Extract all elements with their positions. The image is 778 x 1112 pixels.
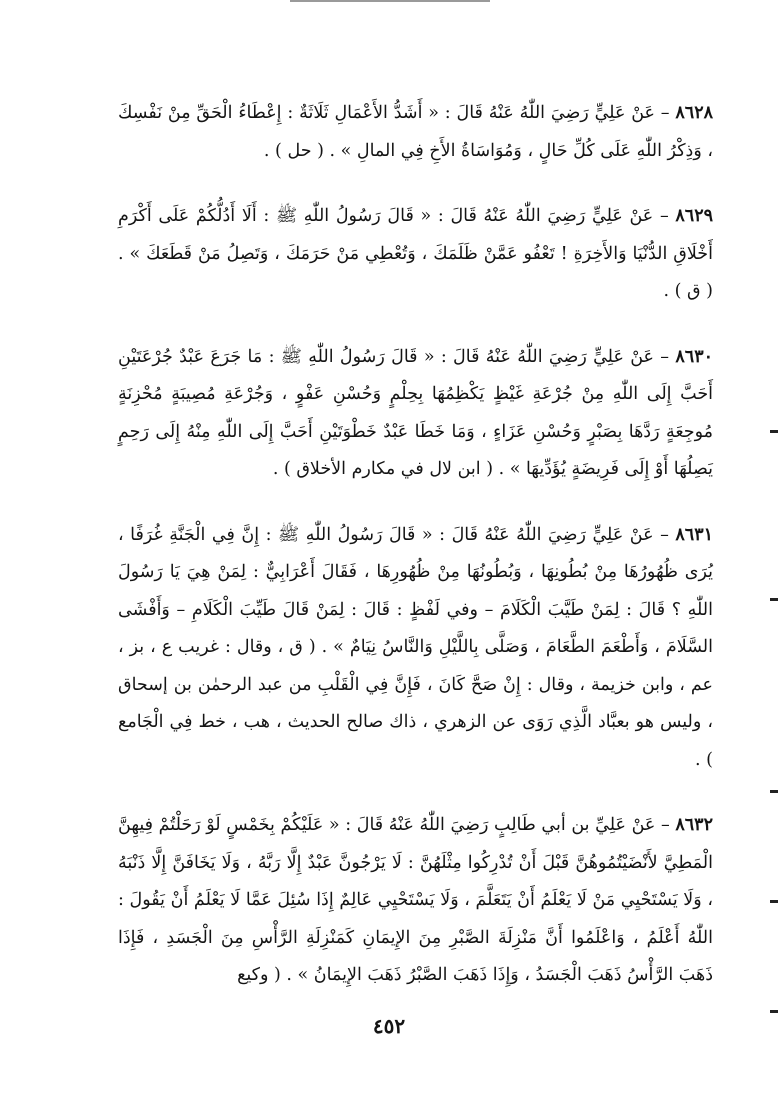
hadith-text: – عَنْ عَلِيِّ بن أبي طَالِبٍ رَضِيَ اللّٰهُ عَنْهُ قَالَ : « عَلَيْكُمْ بِخَمْسٍ لَوْ رَحَلْتُمْ فِيهِنَّ الْمَطِيَّ لأَنْضَيْتُمُوهُنَّ قَبْلَ أَنْ تُدْرِكُوا مِثْلَهُنَّ : لَا يَرْجُونَّ عَبْدٌ إِلَّا رَبَّهُ ، وَلَا يَخَافَنَّ إِلَّا ذَنْبَهُ ، وَلَا يَسْتَحْيِي مَنْ لَا يَعْلَمُ أَنْ يَتَعَلَّمَ ، وَلَا يَسْتَحْيِي عَالِمٌ إِذَا سُئِلَ عَمَّا لَا يَعْلَمُ أَنْ يَقُولَ : اللّٰهُ أَعْلَمُ ، وَاعْلَمُوا أَنَّ مَنْزِلَةَ الصَّبْرِ مِنَ الإِيمَانِ كَمَنْزِلَةِ الرَّأْسِ مِنَ الْجَسَدِ ، فَإِذَا ذَهَبَ الرَّأْسُ ذَهَبَ الْجَسَدُ ، وَإِذَا ذَهَبَ الصَّبْرُ ذَهَبَ الإِيمَانُ » . ( وكيع bbox=[118, 815, 713, 985]
hadith-8632 bbox=[118, 807, 713, 995]
hadith-number: ٨٦٣١ bbox=[675, 524, 713, 545]
margin-mark bbox=[770, 790, 778, 793]
hadith-number: ٨٦٣٠ bbox=[675, 346, 713, 367]
hadith-number: ٨٦٣٢ bbox=[675, 815, 713, 835]
hadith-number: ٨٦٢٨ bbox=[675, 103, 713, 123]
hadith-8629 bbox=[118, 198, 713, 311]
hadith-8631 bbox=[118, 517, 713, 780]
hadith-text: – عَنْ عَلِيٍّ رَضِيَ اللّٰهُ عَنْهُ قَالَ : « قَالَ رَسُولُ اللّٰهِ ﷺ : إِنَّ فِي الْجَنَّةِ غُرَفًا ، يُرَى ظُهُورُهَا مِنْ بُطُونِهَا ، وَبُطُونُهَا مِنْ ظُهُورِهَا ، فَقَالَ أَعْرَابِيٌّ : لِمَنْ هِيَ يَا رَسُولَ اللّٰهِ ؟ قَالَ : لِمَنْ طَيَّبَ الْكَلَامَ – وفي لَفْظٍ : قَالَ : لِمَنْ قَالَ طَيِّبَ الْكَلَامِ – وَأَفْشَى السَّلَامَ ، وَأَطْعَمَ الطَّعَامَ ، وَصَلَّى بِاللَّيْلِ وَالنَّاسُ نِيَامٌ » . ( ق ، وقال : غريب ع ، بز ، عم ، وابن خزيمة ، وقال : إِنْ صَحَّ كَانَ ، فَإِنَّ فِي الْقَلْبِ من عبد الرحمٰن بن إسحاق ، وليس هو بعبَّاد الَّذِي رَوَى عن الزهري ، ذاك صالح الحديث ، هب ، خط فِي الْجَامع ) . bbox=[118, 524, 713, 770]
hadith-number: ٨٦٢٩ bbox=[675, 206, 713, 226]
hadith-text: – عَنْ عَلِيٍّ رَضِيَ اللّٰهُ عَنْهُ قَالَ : « قَالَ رَسُولُ اللّٰهِ ﷺ : أَلَا أَدُلُّكُمْ عَلَى أَكْرَمِ أَخْلَاقِ الدُّنْيَا وَالأَخِرَةِ ! تَعْفُو عَمَّنْ ظَلَمَكَ ، وَتُعْطِي مَنْ حَرَمَكَ ، وَتَصِلُ مَنْ قَطَعَكَ » . ( ق ) . bbox=[118, 206, 713, 301]
margin-mark bbox=[770, 430, 778, 433]
margin-mark bbox=[770, 1010, 778, 1013]
margin-mark bbox=[770, 598, 778, 601]
hadith-text: – عَنْ عَلِيٍّ رَضِيَ اللّٰهُ عَنْهُ قَالَ : « قَالَ رَسُولُ اللّٰهِ ﷺ : مَا جَرَعَ عَبْدٌ جُرْعَتَيْنِ أَحَبَّ إِلَى اللّٰهِ مِنْ جُرْعَةِ غَيْظٍ يَكْظِمُهَا بِحِلْمٍ وَحُسْنِ عَفْوٍ ، وَجُرْعَةِ مُصِيبَةٍ مُحْزِنَةٍ مُوجِعَةٍ رَدَّهَا بِصَبْرٍ وَحُسْنِ عَزَاءٍ ، وَمَا خَطَا عَبْدٌ خَطْوَتَيْنِ أَحَبَّ إِلَى اللّٰهِ مِنْهُ إِلَى رَحِمٍ يَصِلُهَا أَوْ إِلَى فَرِيضَةٍ يُؤَدِّيهَا » . ( ابن لال في مكارم الأخلاق ) . bbox=[118, 346, 713, 479]
top-rule bbox=[290, 0, 490, 2]
margin-mark bbox=[770, 900, 778, 903]
page-body bbox=[118, 95, 713, 1015]
page-number: ٤٥٢ bbox=[372, 1014, 406, 1038]
hadith-8628 bbox=[118, 95, 713, 170]
hadith-8630 bbox=[118, 339, 713, 489]
hadith-text: – عَنْ عَلِيٍّ رَضِيَ اللّٰهُ عَنْهُ قَالَ : « أَشَدُّ الأَعْمَالِ ثَلَاثَةٌ : إِعْطَاءُ الْحَقِّ مِنْ نَفْسِكَ ، وَذِكْرُ اللّٰهِ عَلَى كُلِّ حَالٍ ، وَمُوَاسَاةُ الأَخِ فِي المالِ » . ( حل ) . bbox=[118, 103, 713, 161]
